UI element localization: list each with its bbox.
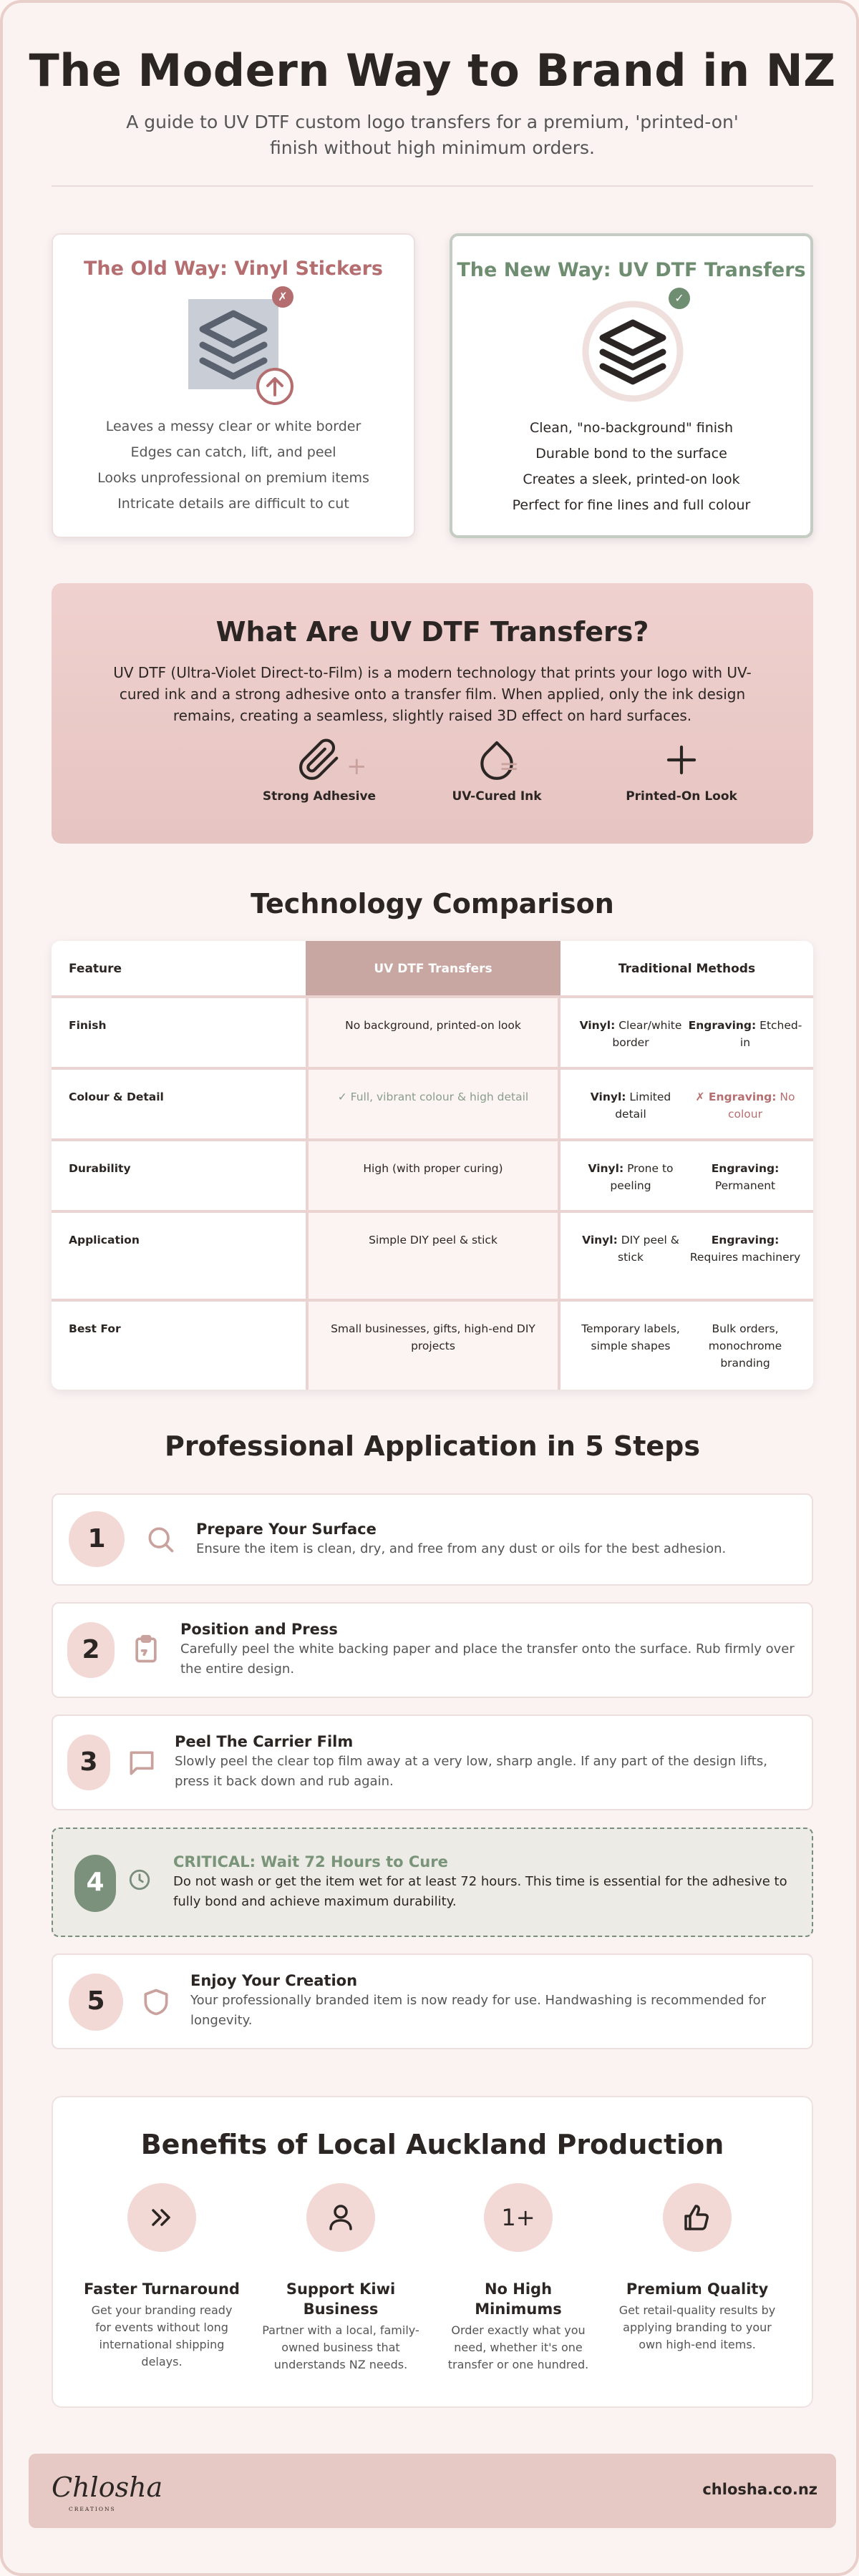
benefit-title: No High Minimums [475, 2280, 562, 2318]
new-way-points [452, 415, 810, 518]
steps-title: Professional Application in 5 Steps [164, 1430, 701, 1462]
table-row [52, 1213, 813, 1302]
uv-transfer-icon [579, 298, 686, 405]
old-way-point: Edges can catch, lift, and peel [130, 444, 336, 460]
benefit-item [440, 2183, 597, 2373]
chlosha-logo[interactable] [47, 2467, 176, 2517]
table-row [52, 1302, 813, 1390]
step-desc: Your professionally branded item is now ready for use. Handwashing is recommended for longevity. [190, 1993, 767, 2028]
header-feature: Feature [69, 962, 122, 976]
step-title: Enjoy Your Creation [190, 1972, 358, 1989]
row-uvdtf: High (with proper curing) [306, 1141, 560, 1210]
new-way-title: The New Way: UV DTF Transfers [457, 259, 806, 281]
engraving-cell: Engraving: Requires machinery [689, 1234, 801, 1264]
header-uvdtf: UV DTF Transfers [306, 941, 560, 995]
vinyl-cell: Vinyl: Limited detail [590, 1091, 671, 1121]
comparison-table [52, 941, 813, 1390]
check-badge [669, 288, 690, 309]
vinyl-cell: Vinyl: DIY peel & stick [582, 1234, 679, 1264]
old-way-title: The Old Way: Vinyl Stickers [84, 258, 383, 280]
benefit-icon-circle [306, 2183, 375, 2252]
chevrons-right-icon [127, 2183, 196, 2252]
benefits-title: Benefits of Local Auckland Production [140, 2129, 724, 2160]
step-number: 3 [67, 1735, 110, 1790]
row-feature: Finish [69, 1019, 107, 1032]
engraving-cell: Engraving: Etched-in [688, 1019, 802, 1049]
step-card-critical [52, 1828, 813, 1937]
benefit-item [618, 2183, 776, 2353]
vinyl-cell: Temporary labels, simple shapes [581, 1322, 680, 1352]
shield-icon [140, 1986, 172, 2018]
benefit-title: Premium Quality [626, 2280, 769, 2298]
step-number: 1 [69, 1511, 125, 1567]
step-number: 4 [74, 1855, 116, 1912]
row-feature: Durability [69, 1162, 131, 1175]
peeling-arrow-icon [255, 366, 295, 406]
new-way-point: Creates a sleek, printed-on look [523, 472, 740, 487]
benefit-title: Support Kiwi Business [286, 2280, 396, 2318]
step-card [52, 1714, 813, 1810]
new-way-point: Durable bond to the surface [535, 446, 727, 462]
plus-icon [659, 738, 704, 782]
old-way-card [52, 233, 415, 538]
row-traditional [560, 1141, 813, 1210]
step-title: Prepare Your Surface [196, 1521, 377, 1538]
feature-label: Printed-On Look [626, 789, 737, 804]
feature-uv-cured-ink [411, 738, 583, 804]
vinyl-cell: Vinyl: Prone to peeling [588, 1162, 674, 1192]
divider [52, 185, 813, 187]
step-title: CRITICAL: Wait 72 Hours to Cure [173, 1853, 448, 1870]
engraving-cell: Engraving: Permanent [711, 1162, 780, 1192]
benefit-title: Faster Turnaround [84, 2280, 240, 2298]
page-subtitle: A guide to UV DTF custom logo transfers for a premium, 'printed-on' finish without high minimum orders. [126, 112, 739, 158]
row-traditional [560, 1302, 813, 1390]
what-is-title: What Are UV DTF Transfers? [215, 616, 649, 648]
row-feature: Colour & Detail [69, 1091, 164, 1103]
message-icon [126, 1747, 157, 1779]
clipboard-icon [130, 1634, 162, 1665]
benefits-panel [52, 2096, 813, 2408]
comparison-title: Technology Comparison [251, 888, 614, 919]
step-desc: Slowly peel the clear top film away at a very low, sharp angle. If any part of the design lifts, press it back down and rub again. [175, 1754, 767, 1789]
feature-label: Strong Adhesive [262, 789, 377, 804]
table-row [52, 1141, 813, 1213]
table-row [52, 1070, 813, 1141]
footer [29, 2454, 836, 2528]
benefit-item [262, 2183, 419, 2373]
step-desc: Carefully peel the white backing paper and place the transfer onto the surface. Rub firmly over the entire design. [180, 1641, 795, 1677]
benefit-icon-circle [663, 2183, 732, 2252]
old-way-points [53, 414, 414, 517]
benefit-icon-circle [484, 2183, 553, 2252]
new-way-card [450, 233, 813, 538]
row-uvdtf: No background, printed-on look [306, 998, 560, 1067]
footer-url[interactable]: chlosha.co.nz [702, 2481, 817, 2498]
feature-strong-adhesive [233, 738, 405, 804]
what-is-body: UV DTF (Ultra-Violet Direct-to-Film) is a modern technology that prints your logo with UV-cured ink and a strong adhesive onto a transfer film. When applied, only the ink design remains, creating a seamless, slightly raised 3D effect on hard surfaces. [113, 664, 752, 724]
row-traditional [560, 1213, 813, 1299]
table-header-row [52, 941, 813, 998]
one-plus-icon: 1+ [501, 2204, 535, 2231]
new-way-point: Perfect for fine lines and full colour [512, 497, 751, 513]
check-badge-glyph: ✓ [674, 291, 684, 305]
step-card [52, 1953, 813, 2049]
row-traditional [560, 998, 813, 1067]
cross-badge [272, 286, 293, 308]
step-desc: Ensure the item is clean, dry, and free from any dust or oils for the best adhesion. [196, 1541, 727, 1556]
row-traditional [560, 1070, 813, 1138]
step-title: Peel The Carrier Film [175, 1733, 354, 1750]
thumbs-up-icon [663, 2183, 732, 2252]
benefit-desc: Partner with a local, family-owned business that understands NZ needs. [262, 2323, 419, 2371]
paperclip-icon [297, 738, 341, 782]
row-uvdtf: ✓ Full, vibrant colour & high detail [306, 1070, 560, 1138]
table-row [52, 998, 813, 1070]
user-icon [306, 2183, 375, 2252]
step-title: Position and Press [180, 1621, 338, 1638]
step-number: 5 [69, 1974, 123, 2031]
header-traditional: Traditional Methods [618, 962, 756, 976]
plus-operator: + [346, 752, 367, 781]
old-way-point: Leaves a messy clear or white border [105, 419, 361, 434]
old-way-point: Intricate details are difficult to cut [117, 496, 349, 512]
search-icon [145, 1523, 176, 1555]
clock-icon [127, 1868, 152, 1892]
engraving-cell: Bulk orders, monochrome branding [708, 1322, 782, 1370]
vinyl-cell: Vinyl: Clear/white border [579, 1019, 682, 1049]
feature-printed-on-look [596, 738, 767, 804]
engraving-cell: ✗ Engraving: No colour [695, 1091, 795, 1121]
benefit-desc: Get your branding ready for events without long international shipping delays. [91, 2303, 233, 2368]
logo-sub: CREATIONS [69, 2506, 116, 2512]
row-uvdtf: Simple DIY peel & stick [306, 1213, 560, 1299]
row-feature: Best For [69, 1322, 121, 1335]
step-number: 2 [67, 1622, 115, 1678]
step-desc: Do not wash or get the item wet for at least 72 hours. This time is essential for the adhesive to fully bond and achieve maximum durability. [173, 1874, 787, 1909]
row-feature: Application [69, 1234, 140, 1246]
step-card [52, 1602, 813, 1698]
what-is-panel [52, 583, 813, 844]
benefit-icon-circle [127, 2183, 196, 2252]
logo-name: Chlosha [52, 2472, 163, 2503]
hero [3, 44, 859, 161]
benefit-item [83, 2183, 241, 2371]
feature-label: UV-Cured Ink [452, 789, 542, 804]
old-way-point: Looks unprofessional on premium items [97, 470, 369, 486]
equals-operator: = [499, 752, 520, 781]
row-uvdtf: Small businesses, gifts, high-end DIY projects [306, 1302, 560, 1390]
page-title: The Modern Way to Brand in NZ [29, 44, 836, 97]
step-card [52, 1493, 813, 1586]
benefit-desc: Order exactly what you need, whether it's one transfer or one hundred. [447, 2323, 589, 2371]
cross-badge-glyph: ✗ [278, 290, 288, 303]
benefit-desc: Get retail-quality results by applying branding to your own high-end items. [618, 2303, 776, 2351]
new-way-point: Clean, "no-background" finish [530, 420, 733, 436]
